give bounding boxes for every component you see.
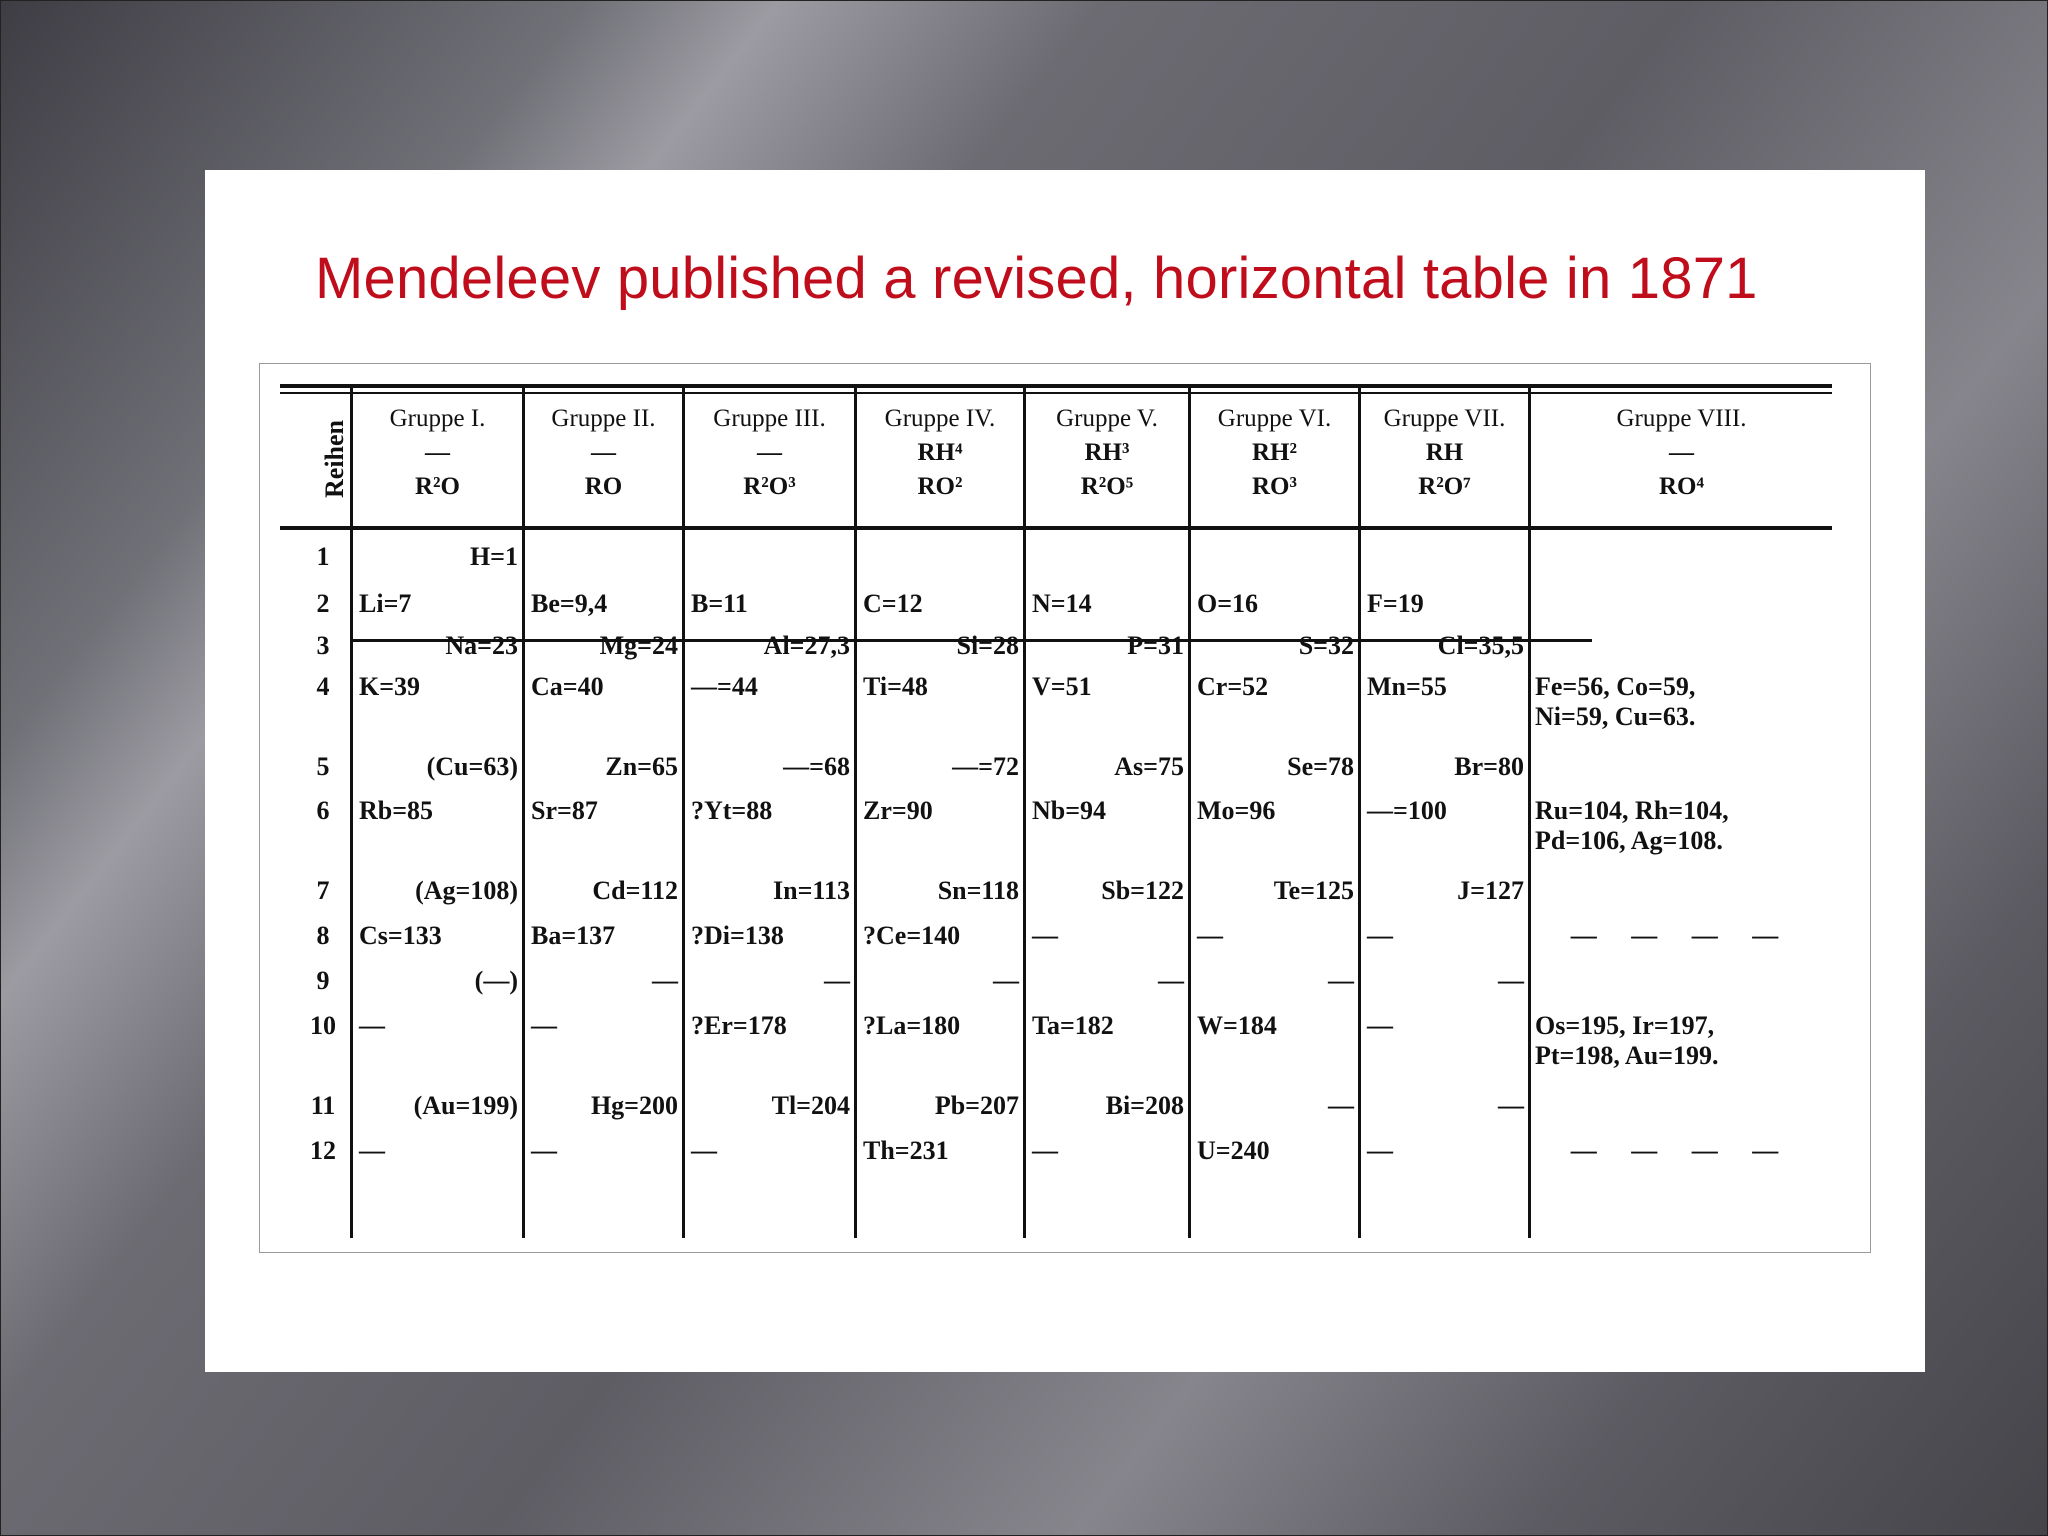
element-cell: Pb=207	[934, 1091, 1019, 1120]
element-cell: — — — —	[1570, 1136, 1793, 1165]
element-cell: K=39	[359, 672, 421, 701]
group-header-name: Gruppe VII.	[1383, 405, 1506, 432]
row-number: 7	[316, 876, 330, 905]
element-cell: Ta=182	[1032, 1011, 1114, 1040]
element-cell: ?La=180	[863, 1011, 961, 1040]
element-cell: Sb=122	[1101, 876, 1184, 905]
element-cell: —=68	[783, 752, 850, 781]
row-number: 1	[316, 542, 330, 571]
column-rule	[1528, 386, 1531, 1238]
element-cell: Rb=85	[359, 796, 434, 825]
group-header-oxide: R²O	[415, 473, 460, 500]
element-cell: ?Yt=88	[691, 796, 773, 825]
periodic-table-image	[259, 363, 1871, 1253]
element-cell: ?Ce=140	[863, 921, 961, 950]
row-number: 8	[316, 921, 330, 950]
element-cell: —	[993, 966, 1019, 995]
element-cell: (Cu=63)	[426, 752, 518, 781]
row-number: 9	[316, 966, 330, 995]
element-cell: —	[1367, 1011, 1393, 1040]
group-header-hydride: RH⁴	[917, 439, 963, 466]
row-number: 10	[310, 1011, 336, 1040]
element-cell: ?Di=138	[691, 921, 784, 950]
group-header	[1361, 402, 1528, 504]
element-cell: As=75	[1114, 752, 1184, 781]
element-cell: —=100	[1367, 796, 1447, 825]
element-cell: —	[824, 966, 850, 995]
element-cell: Si=28	[956, 631, 1019, 660]
element-cell: —	[1032, 1136, 1058, 1165]
group-header-hydride: RH³	[1084, 439, 1130, 466]
group-header-hydride: RH	[1425, 439, 1464, 466]
element-cell: —	[359, 1011, 385, 1040]
element-cell: Hg=200	[590, 1091, 678, 1120]
element-cell: —	[1032, 921, 1058, 950]
element-cell: Zn=65	[605, 752, 678, 781]
element-cell: C=12	[863, 589, 923, 618]
element-cell: —	[652, 966, 678, 995]
element-cell: Cl=35,5	[1437, 631, 1524, 660]
element-cell: Al=27,3	[763, 631, 850, 660]
group-header-name: Gruppe VIII.	[1616, 405, 1747, 432]
element-cell: U=240	[1197, 1136, 1270, 1165]
element-cell: Ba=137	[531, 921, 616, 950]
group-header-oxide: RO⁴	[1659, 473, 1704, 500]
row-number: 5	[316, 752, 330, 781]
group-header	[857, 402, 1023, 504]
element-cell: Ti=48	[863, 672, 928, 701]
element-cell: —=72	[952, 752, 1019, 781]
group-header	[1531, 402, 1832, 504]
element-cell: —	[1367, 1136, 1393, 1165]
element-cell: In=113	[773, 876, 850, 905]
element-cell: —	[1498, 966, 1524, 995]
group-header-hydride: —	[425, 439, 450, 466]
table-top-rule	[280, 384, 1832, 388]
group-header	[1026, 402, 1188, 504]
group-header-hydride: —	[591, 439, 616, 466]
element-cell: Na=23	[445, 631, 518, 660]
element-cell: —	[691, 1136, 717, 1165]
element-cell: Cs=133	[359, 921, 442, 950]
row-number: 4	[316, 672, 330, 701]
element-cell: —	[1328, 966, 1354, 995]
element-cell: —	[1367, 921, 1393, 950]
element-cell: —	[1498, 1091, 1524, 1120]
element-cell: Nb=94	[1032, 796, 1107, 825]
group-header	[1191, 402, 1358, 504]
element-cell: Mg=24	[599, 631, 678, 660]
element-cell: Te=125	[1273, 876, 1354, 905]
row-number: 3	[316, 631, 330, 660]
element-cell: Ca=40	[531, 672, 604, 701]
element-cell: Tl=204	[771, 1091, 850, 1120]
group-header-hydride: RH²	[1252, 439, 1297, 466]
table-top-rule-thin	[280, 392, 1832, 394]
group-header-name: Gruppe IV.	[884, 405, 996, 432]
group-header-name: Gruppe V.	[1056, 405, 1158, 432]
header-bottom-rule	[280, 526, 1832, 530]
element-cell: Cd=112	[592, 876, 678, 905]
element-cell: ?Er=178	[691, 1011, 787, 1040]
row-number: 2	[316, 589, 330, 618]
element-cell: N=14	[1032, 589, 1092, 618]
group-header-name: Gruppe VI.	[1217, 405, 1332, 432]
element-cell: V=51	[1032, 672, 1092, 701]
element-cell: —	[1158, 966, 1184, 995]
element-cell: Be=9,4	[531, 589, 608, 618]
element-cell: (Ag=108)	[415, 876, 518, 905]
slide	[205, 170, 1925, 1372]
element-cell: W=184	[1197, 1011, 1277, 1040]
element-cell: Li=7	[359, 589, 412, 618]
element-cell: —=44	[691, 672, 758, 701]
group-header	[525, 402, 682, 504]
element-cell: H=1	[469, 542, 518, 571]
slide-title: Mendeleev published a revised, horizontal table in 1871	[315, 246, 1758, 311]
group-header-oxide: R²O⁵	[1080, 473, 1134, 500]
element-cell: Cr=52	[1197, 672, 1269, 701]
element-cell: Mn=55	[1367, 672, 1447, 701]
row-header-label: Reihen	[320, 420, 349, 498]
element-cell: Bi=208	[1105, 1091, 1184, 1120]
group-header-name: Gruppe III.	[713, 405, 826, 432]
element-cell: F=19	[1367, 589, 1424, 618]
element-cell: —	[359, 1136, 385, 1165]
element-cell: —	[531, 1136, 557, 1165]
group-header-name: Gruppe I.	[389, 405, 486, 432]
element-cell: B=11	[691, 589, 748, 618]
element-cell: P=31	[1127, 631, 1184, 660]
group-header-name: Gruppe II.	[551, 405, 656, 432]
element-cell: (—)	[474, 966, 518, 995]
row-number: 6	[316, 796, 330, 825]
group-header-oxide: RO	[584, 473, 623, 500]
element-cell: Br=80	[1454, 752, 1524, 781]
group-header-oxide: RO³	[1252, 473, 1297, 500]
element-cell: Fe=56, Co=59, Ni=59, Cu=63.	[1535, 672, 1696, 731]
group-header	[685, 402, 854, 504]
element-cell: — — — —	[1570, 921, 1793, 950]
element-cell: (Au=199)	[413, 1091, 518, 1120]
group-header-oxide: R²O³	[743, 473, 796, 500]
element-cell: Sn=118	[937, 876, 1019, 905]
row-number: 12	[310, 1136, 336, 1165]
element-cell: Se=78	[1287, 752, 1354, 781]
element-cell: Os=195, Ir=197, Pt=198, Au=199.	[1535, 1011, 1719, 1070]
element-cell: J=127	[1457, 876, 1524, 905]
group-header-hydride: —	[1669, 439, 1694, 466]
element-cell: S=32	[1298, 631, 1354, 660]
row-number: 11	[310, 1091, 336, 1120]
element-cell: Mo=96	[1197, 796, 1276, 825]
element-cell: Ru=104, Rh=104, Pd=106, Ag=108.	[1535, 796, 1729, 855]
group-header-oxide: R²O⁷	[1418, 473, 1471, 500]
element-cell: Zr=90	[863, 796, 933, 825]
element-cell: —	[1328, 1091, 1354, 1120]
group-header	[353, 402, 522, 504]
group-header-oxide: RO²	[917, 473, 963, 500]
element-cell: —	[531, 1011, 557, 1040]
element-cell: Sr=87	[531, 796, 598, 825]
element-cell: O=16	[1197, 589, 1259, 618]
element-cell: —	[1197, 921, 1223, 950]
element-cell: Th=231	[863, 1136, 949, 1165]
group-header-hydride: —	[757, 439, 782, 466]
